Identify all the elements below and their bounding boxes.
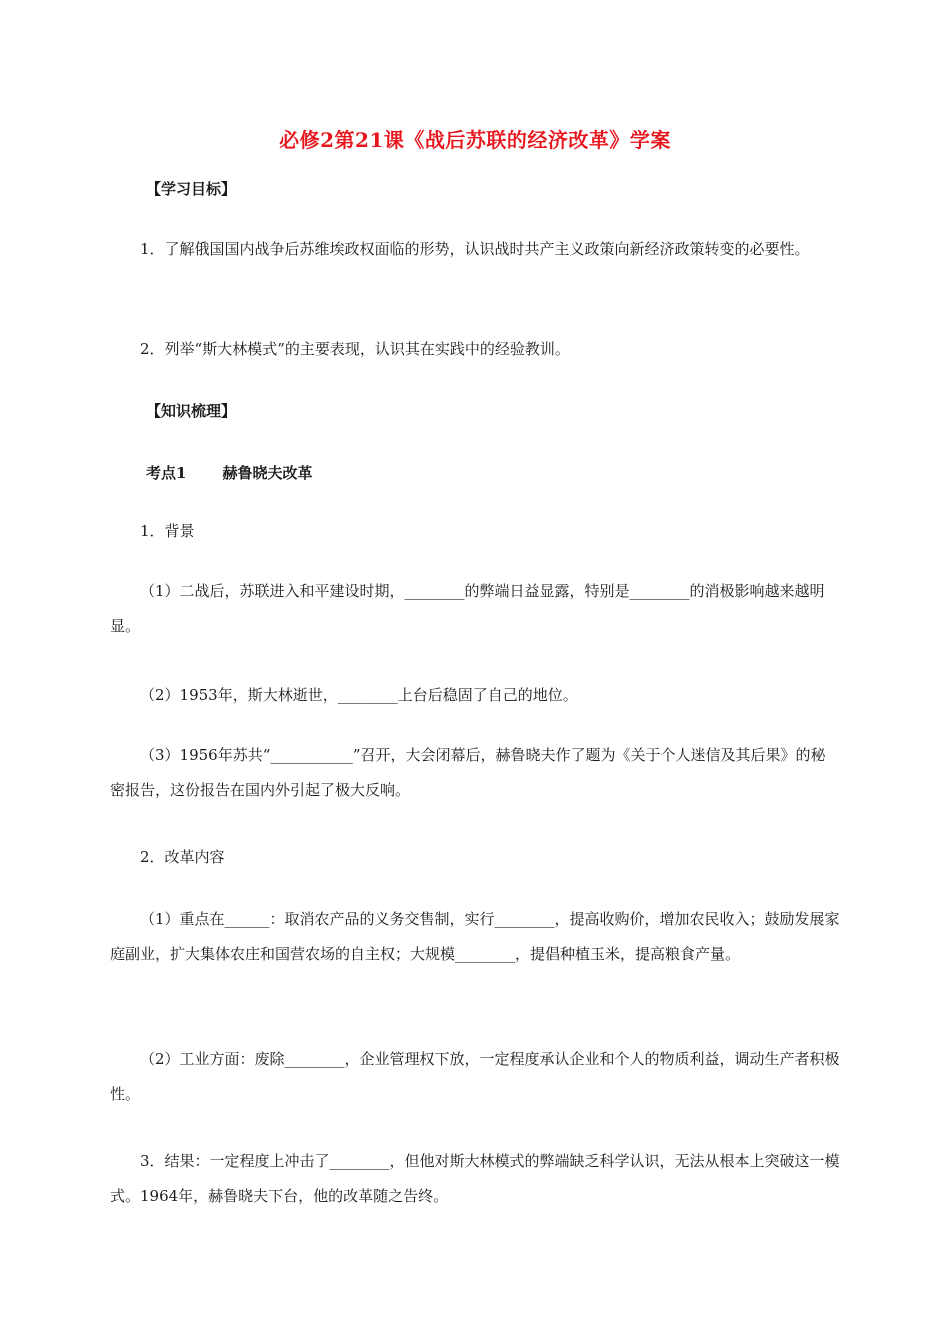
goal-item-1-text: 1．了解俄国国内战争后苏维埃政权面临的形势，认识战时共产主义政策向新经济政策转变的必要性。 [140, 240, 810, 258]
background-item-2-text: （2）1953年，斯大林逝世，________上台后稳固了自己的地位。 [140, 686, 578, 704]
content-heading [110, 840, 840, 875]
background-item-1-text: （1）二战后，苏联进入和平建设时期，________的弊端日益显露，特别是________的消极影响越来越明显。 [110, 582, 825, 635]
section-heading-goals: 【学习目标】 [146, 180, 237, 198]
content-item-1-text: （1）重点在______：取消农产品的义务交售制，实行________，提高收购价，增加农民收入；鼓励发展家庭副业，扩大集体农庄和国营农场的自主权；大规模________，提倡种植玉米，提高粮食产量。 [110, 910, 840, 963]
goal-item-2 [110, 332, 840, 367]
result-item [110, 1144, 840, 1214]
background-item-3 [110, 738, 840, 808]
document-title: 必修2第21课《战后苏联的经济改革》学案 [279, 128, 671, 152]
background-item-1 [110, 574, 840, 644]
content-item-2-text: （2）工业方面：废除________，企业管理权下放，一定程度承认企业和个人的物质利益，调动生产者积极性。 [110, 1050, 840, 1103]
background-heading [110, 514, 840, 549]
topic-label: 考点1 [146, 464, 187, 482]
result-item-text: 3．结果：一定程度上冲击了________，但他对斯大林模式的弊端缺乏科学认识，无法从根本上突破这一模式。1964年，赫鲁晓夫下台，他的改革随之告终。 [110, 1152, 840, 1205]
background-heading-text: 1．背景 [140, 522, 195, 540]
content-item-2 [110, 1042, 840, 1112]
topic-name: 赫鲁晓夫改革 [222, 464, 313, 482]
background-item-2 [110, 678, 840, 713]
topic-heading [146, 462, 312, 483]
content-heading-text: 2．改革内容 [140, 848, 225, 866]
goal-item-1 [110, 232, 840, 267]
content-item-1 [110, 902, 840, 972]
background-item-3-text: （3）1956年苏共“___________”召开，大会闭幕后，赫鲁晓夫作了题为《关于个人迷信及其后果》的秘密报告，这份报告在国内外引起了极大反响。 [110, 746, 826, 799]
goal-item-2-text: 2．列举“斯大林模式”的主要表现，认识其在实践中的经验教训。 [140, 340, 570, 358]
section-heading-review: 【知识梳理】 [146, 402, 237, 420]
